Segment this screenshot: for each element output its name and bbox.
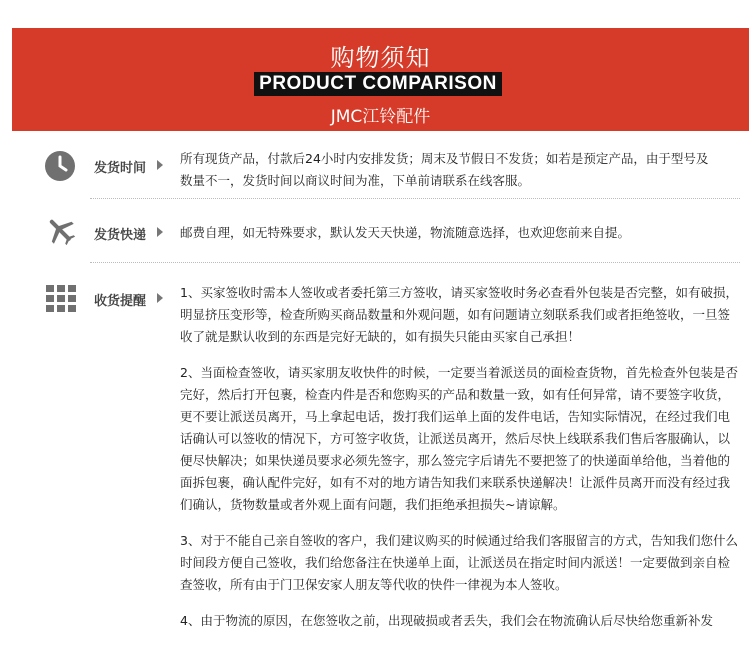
section-label-receipt-reminder: 收货提醒 — [94, 294, 147, 309]
section-body-receipt-reminder — [180, 282, 740, 646]
reminder-paragraph-4: 4、由于物流的原因，在您签收之前，出现破损或者丢失，我们会在物流确认后尽快给您重新补发 — [180, 613, 713, 628]
airplane-icon — [44, 214, 78, 248]
banner-brand: JMC江铃配件 — [330, 107, 431, 127]
section-text-shipping-time: 所有现货产品，付款后24小时内安排发货；周末及节假日不发货；如若是预定产品，由于型号及数量不一，发货时间以商议时间为准，下单前请联系在线客服。 — [180, 151, 709, 188]
header-banner — [12, 28, 749, 131]
reminder-paragraph-2: 2、当面检查签收，请买家朋友收快件的时候，一定要当着派送员的面检查货物，首先检查外包装是否完好，然后打开包裹，检查内件是否和您购买的产品和数量一致，如有任何异常，请不要签字收货，更不要让派送员离开，马上拿起电话，拨打我们运单上面的发件电话，告知实际情况，在经过我们电话确认可以签收的情况下，方可签字收货，让派送员离开，然后尽快上线联系我们售后客服确认，以便尽快解决；如果快递员要求必须先签字，那么签完字后请先不要把签了的快递面单给他，当着他的面拆包裹，确认配件完好，如有不对的地方请告知我们来联系快递解决！让派件员离开而没有经过我们确认，货物数量或者外观上面有问题，我们拒绝承担损失~请谅解。 — [180, 365, 738, 512]
reminder-paragraph-1: 1、买家签收时需本人签收或者委托第三方签收，请买家签收时务必查看外包装是否完整，如有破损，明显挤压变形等，检查所购买商品数量和外观问题，如有问题请立刻联系我们或者拒绝签收，一旦签收了就是默认收到的东西是完好无缺的，如有损失只能由买家自己承担！ — [180, 285, 738, 344]
separator — [90, 262, 740, 263]
chevron-right-icon — [157, 227, 163, 237]
chevron-right-icon — [157, 160, 163, 170]
separator — [90, 198, 740, 199]
chevron-right-icon — [157, 293, 163, 303]
section-label-courier: 发货快递 — [94, 228, 147, 243]
clock-icon — [44, 150, 76, 182]
section-label-shipping-time: 发货时间 — [94, 161, 147, 176]
banner-title: 购物须知 — [330, 44, 431, 72]
grid-icon — [46, 285, 76, 313]
banner-subtitle: PRODUCT COMPARISON — [254, 72, 502, 96]
section-text-courier: 邮费自理，如无特殊要求，默认发天天快递，物流随意选择，也欢迎您前来自提。 — [180, 225, 631, 240]
reminder-paragraph-3: 3、对于不能自己亲自签收的客户，我们建议购买的时候通过给我们客服留言的方式，告知我们您什么时间段方便自己签收，我们给您备注在快递单上面，让派送员在指定时间内派送！一定要做到亲自检查签收，所有由于门卫保安家人朋友等代收的快件一律视为本人签收。 — [180, 533, 738, 592]
